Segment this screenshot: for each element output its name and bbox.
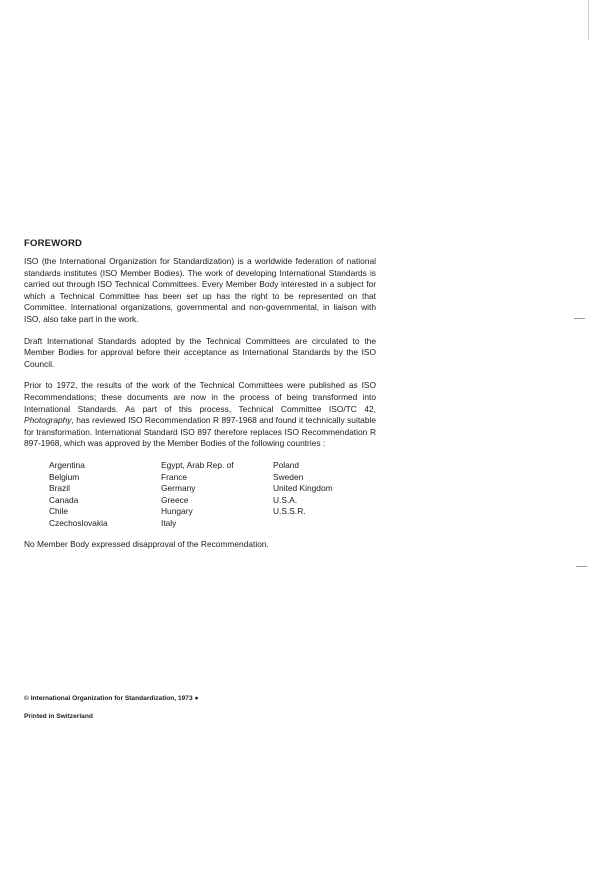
list-item: Greece: [161, 494, 189, 505]
foreword-section: [24, 238, 376, 561]
list-item: Czechoslovakia: [49, 517, 108, 528]
foreword-heading: FOREWORD: [24, 238, 83, 249]
list-item: Brazil: [49, 483, 70, 494]
countries-column-2: [161, 460, 234, 530]
committee-title: Photography: [24, 415, 72, 426]
list-item: Belgium: [49, 471, 80, 482]
list-item: Poland: [273, 459, 300, 470]
draft-standards-paragraph: Draft International Standards adopted by the Technical Committees are circulated to the Member Bodies for approval before their acceptance as International Standards by the ISO Council.: [24, 335, 376, 369]
list-item: Hungary: [161, 506, 193, 517]
list-item: Canada: [49, 494, 79, 505]
page-edge-line: [588, 0, 589, 40]
closing-statement: No Member Body expressed disapproval of the Recommendation.: [24, 538, 269, 549]
list-item: Germany: [161, 483, 196, 494]
countries-column-3: [273, 460, 333, 518]
copyright-notice: © International Organization for Standardization, 1973 ●: [24, 695, 199, 702]
list-item: France: [161, 471, 188, 482]
list-item: Argentina: [49, 459, 85, 470]
history-text-start: Prior to 1972, the results of the work of the Technical Committees were published as ISO Recommendations; these documents are now in the process of being transformed into International Standards. As part of this process, Technical Committee ISO/TC 42,: [24, 380, 376, 414]
list-item: Italy: [161, 517, 177, 528]
approving-countries-list: [24, 460, 376, 532]
history-text-end: , has reviewed ISO Recommendation R 897-1968 and found it technically suitable for transformation. International Standard ISO 897 therefore replaces ISO Recommendation R 897-1968, which was approved by the Member Bodies of the following countries :: [24, 415, 376, 449]
margin-mark: [576, 566, 587, 567]
countries-column-1: [49, 460, 108, 530]
list-item: Chile: [49, 506, 69, 517]
margin-mark: [574, 318, 585, 319]
list-item: United Kingdom: [273, 483, 333, 494]
intro-paragraph: ISO (the International Organization for Standardization) is a worldwide federation of national standards institutes (ISO Member Bodies). The work of developing International Standards is carried out through ISO Technical Committees. Every Member Body interested in a subject for which a Technical Committee has been set up has the right to be represented on that Committee. International organizations, governmental and non-governmental, in liaison with ISO, also take part in the work.: [24, 256, 376, 324]
history-paragraph: [24, 380, 376, 450]
list-item: Sweden: [273, 471, 304, 482]
list-item: Egypt, Arab Rep. of: [161, 459, 234, 470]
list-item: U.S.S.R.: [273, 506, 306, 517]
list-item: U.S.A.: [273, 494, 298, 505]
printed-location: Printed in Switzerland: [24, 713, 93, 720]
